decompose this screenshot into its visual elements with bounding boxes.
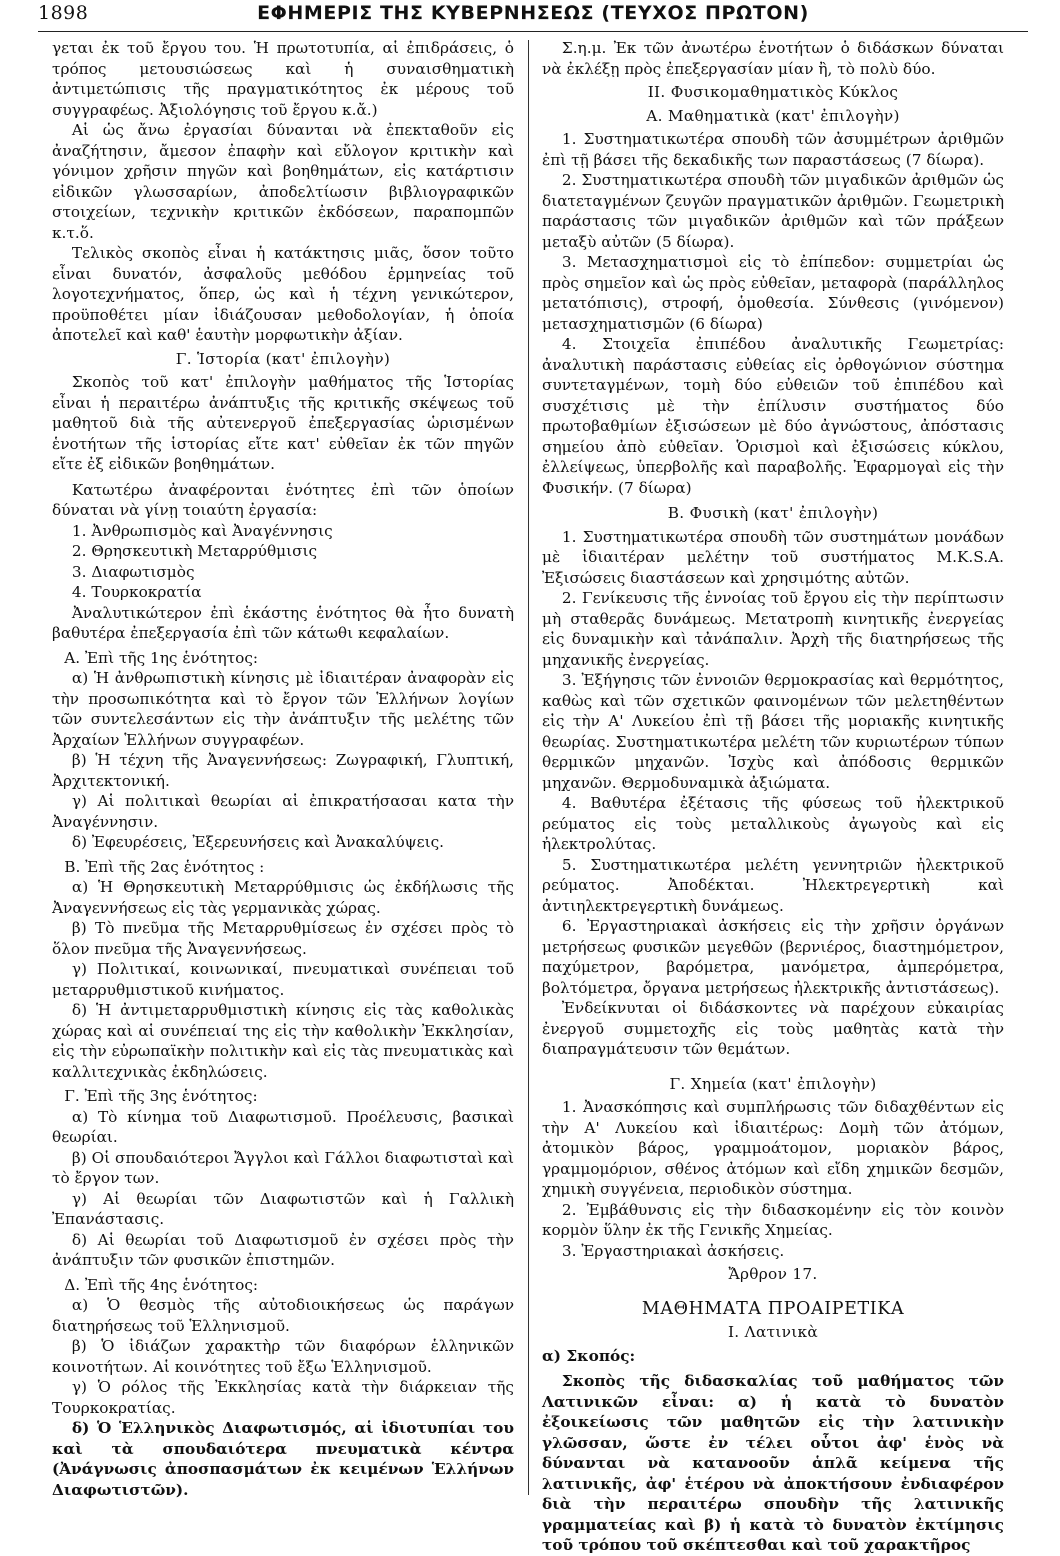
unit-heading: Α. Ἐπὶ τῆς 1ης ἑνότητος: (64, 648, 259, 667)
paragraph: Ἐνδείκνυται οἱ διδάσκοντες νὰ παρέχουν εὐκαιρίας ἐνεργοῦ συμμετοχῆς εἰς τοὺς μαθητὰς κατὰ τὴν διαπραγμάτευσιν τῶν θεμάτων. (542, 999, 1004, 1058)
list-item: δ) Ὁ Ἑλληνικὸς Διαφωτισμός, αἱ ἰδιοτυπίαι του καὶ τὰ σπουδαιότερα πνευματικὰ κέντρα (Ἀνάγνωσις ἀποσπασμάτων ἐκ κειμένων Ἑλλήνων Διαφωτιστῶν). (52, 1419, 514, 1499)
paragraph: Αἱ ὡς ἄνω ἐργασίαι δύνανται νὰ ἐπεκταθοῦν εἰς ἀναζήτησιν, ἄμεσον ἐπαφὴν καὶ εὔλογον κριτικὴν καὶ γόνιμον χρῆσιν πηγῶν καὶ βοηθημάτων, εἰς κατάρτισιν εἰδικῶν γλωσσαρίων, ἀποδελτίωσιν βιβλιογραφικῶν στοιχείων, τεχνικὴν κριτικῶν ἐκδόσεων, παραπομπῶν κ.τ.ὅ. (52, 121, 514, 242)
list-item: 2. Ἐμβάθυνσις εἰς τὴν διδασκομένην εἰς τὸν κοινὸν κορμὸν ὕλην ἐκ τῆς Γενικῆς Χημείας. (542, 1200, 1004, 1239)
column-divider (528, 40, 529, 1495)
list-item: 3. Ἐργαστηριακαὶ ἀσκήσεις. (561, 1241, 785, 1260)
list-item: 2. Θρησκευτικὴ Μεταρρύθμισις (71, 542, 318, 560)
unit-heading: Γ. Ἐπὶ τῆς 3ης ἑνότητος: (64, 1087, 258, 1105)
list-item: δ) Αἱ θεωρίαι τοῦ Διαφωτισμοῦ ἐν σχέσει πρὸς τὴν ἀνάπτυξιν τῶν φυσικῶν ἐπιστημῶν. (52, 1230, 514, 1269)
list-item: α) Ὁ θεσμὸς τῆς αὐτοδιοικήσεως ὡς παράγων διατηρήσεως τοῦ Ἑλληνισμοῦ. (52, 1296, 514, 1335)
list-item: δ) Ἡ ἀντιμεταρρυθμιστικὴ κίνησις εἰς τὰς καθολικὰς χώρας καὶ αἱ συνέπειαί της εἰς τὴν καθολικὴν Ἐκκλησίαν, εἰς τὴν εὐρωπαϊκὴν πολιτικὴν καὶ εἰς τὰς πνευματικὰς καὶ καλλιτεχνικὰς ἐκδηλώσεις. (52, 1001, 514, 1081)
list-item: α) Ἡ ἀνθρωπιστικὴ κίνησις μὲ ἰδιαιτέραν ἀναφορὰν εἰς τὴν προσωπικότητα καὶ τὸ ἔργον τῶν Ἑλλήνων λογίων τῶν συντελεσάντων εἰς τὴν ἀνάπτυξιν τῆς μελέτης τῶν Ἀρχαίων Ἑλλήνων συγγραφέων. (52, 669, 514, 749)
section-heading-history: Γ. Ἱστορία (κατ' ἐπιλογὴν) (175, 349, 391, 368)
list-item: γ) Ὁ ρόλος τῆς Ἐκκλησίας κατὰ τὴν διάρκειαν τῆς Τουρκοκρατίας. (52, 1378, 514, 1417)
page-header (38, 0, 1028, 30)
page-number: 1898 (38, 2, 89, 24)
section-heading-chemistry: Γ. Χημεία (κατ' ἐπιλογὴν) (669, 1074, 877, 1093)
list-item: 1. Συστηματικωτέρα σπουδὴ τῶν ἀσυμμέτρων ἀριθμῶν ἐπὶ τῇ βάσει τῆς δεκαδικῆς των παραστάσεως (7 δίωρα). (542, 130, 1004, 169)
unit-heading: Δ. Ἐπὶ τῆς 4ης ἑνότητος: (64, 1275, 259, 1294)
unit-heading: Β. Ἐπὶ τῆς 2ας ἑνότητος : (64, 857, 265, 876)
list-item: 2. Συστηματικωτέρα σπουδὴ τῶν μιγαδικῶν ἀριθμῶν ὡς διατεταγμένων ζευγῶν πραγματικῶν ἀριθμῶν. Γεωμετρικὴ παράστασις τῶν μιγαδικῶν ἀριθμῶν καὶ τῶν πράξεων μεταξὺ αὐτῶν (5 δίωρα). (542, 171, 1004, 251)
section-heading-math: Α. Μαθηματικὰ (κατ' ἐπιλογὴν) (646, 106, 900, 125)
list-item: β) Ἡ τέχνη τῆς Ἀναγεννήσεως: Ζωγραφική, Γλυπτική, Ἀρχιτεκτονική. (52, 751, 514, 790)
list-item: 2. Γενίκευσις τῆς ἐννοίας τοῦ ἔργου εἰς τὴν περίπτωσιν μὴ σταθερᾶς δυνάμεως. Μετατροπὴ κινητικῆς ἐνεργείας εἰς δυναμικὴν καὶ τἀνάπαλιν. Ἀρχὴ τῆς διατηρήσεως τῆς μηχανικῆς ἐνεργείας. (542, 589, 1004, 669)
list-item: 1. Ἀνασκόπησις καὶ συμπλήρωσις τῶν διδαχθέντων εἰς τὴν Α' Λυκείου καὶ ἰδιαιτέρως: Δομὴ τῶν ἀτόμων, ἀτομικὸν βάρος, γραμμοάτομον, μοριακὸν βάρος, γραμμομόριον, σθένος ἀτόμων καὶ εἴδη χημικῶν δεσμῶν, χημικὴ συγγένεια, περιοδικὸν σύστημα. (542, 1098, 1004, 1198)
list-item: 4. Στοιχεῖα ἐπιπέδου ἀναλυτικῆς Γεωμετρίας: ἀναλυτικὴ παράστασις εὐθείας εἰς ὀρθογώνιον σύστημα συντεταγμένων, τομὴ δύο εὐθειῶν τοῦ ἐπιπέδου καὶ συσχέτισις μὲ τὴν ἐπίλυσιν συστήματος δύο πρωτοβαθμίων ἐξισώσεων μὲ δύο ἀγνώστους, ἀπόστασις σημείου ἀπὸ εὐθεῖαν. Ὁρισμοὶ καὶ ἐξισώσεις κύκλου, ἐλλείψεως, ὑπερβολῆς καὶ παραβολῆς. Ἐφαρμογαὶ εἰς τὴν Φυσικήν. (7 δίωρα) (542, 335, 1004, 497)
section-heading-latin: Ι. Λατινικὰ (727, 1323, 819, 1341)
list-item: γ) Αἱ θεωρίαι τῶν Διαφωτιστῶν καὶ ἡ Γαλλικὴ Ἐπανάστασις. (52, 1189, 514, 1228)
list-item: 1. Συστηματικωτέρα σπουδὴ τῶν συστημάτων μονάδων μὲ ἰδιαιτέραν μελέτην τοῦ συστήματος M.K.S.A. Ἐξισώσεις διαστάσεων καὶ χρησιμότης αὐτῶν. (542, 527, 1004, 587)
list-item: 6. Ἐργαστηριακαὶ ἀσκήσεις εἰς τὴν χρῆσιν ὀργάνων μετρήσεως φυσικῶν μεγεθῶν (βερνιέρος, διαστημόμετρον, παχύμετρον, βαρόμετρα, μανόμετρα, ἀμπερόμετρα, βολτόμετρα, ὄργανα μετρήσεως ἠλεκτρικῆς ἀντιστάσεως). (542, 917, 1004, 997)
list-item: 4. Τουρκοκρατία (71, 583, 202, 601)
list-item: β) Τὸ πνεῦμα τῆς Μεταρρυθμίσεως ἐν σχέσει πρὸς τὸ ὅλον πνεῦμα τῆς Ἀναγεννήσεως. (52, 919, 514, 958)
list-item: γ) Αἱ πολιτικαὶ θεωρίαι αἱ ἐπικρατήσασαι κατα τὴν Ἀναγέννησιν. (52, 792, 514, 831)
list-item: 3. Διαφωτισμὸς (71, 562, 195, 581)
list-item: δ) Ἐφευρέσεις, Ἐξερευνήσεις καὶ Ἀνακαλύψεις. (71, 833, 445, 851)
section-heading-physics: Β. Φυσικὴ (κατ' ἐπιλογὴν) (667, 504, 879, 522)
running-title: ΕΦΗΜΕΡΙΣ ΤΗΣ ΚΥΒΕΡΝΗΣΕΩΣ (ΤΕΥΧΟΣ ΠΡΩΤΟΝ) (257, 2, 809, 24)
optional-courses-heading: ΜΑΘΗΜΑΤΑ ΠΡΟΑΙΡΕΤΙΚΑ (641, 1298, 905, 1319)
right-column (542, 38, 1004, 1556)
list-item: β) Ὁ ἰδιάζων χαρακτὴρ τῶν διαφόρων ἑλληνικῶν κοινοτήτων. Αἱ κοινότητες τοῦ ἔξω Ἑλληνισμοῦ. (52, 1337, 514, 1376)
list-item: α) Τὸ κίνημα τοῦ Διαφωτισμοῦ. Προέλευσις, βασικαὶ θεωρίαι. (52, 1107, 514, 1146)
note-paragraph: Σ.η.μ. Ἐκ τῶν ἀνωτέρω ἑνοτήτων ὁ διδάσκων δύναται νὰ ἐκλέξῃ πρὸς ἐπεξεργασίαν μίαν ἢ, τὸ πολὺ δύο. (542, 39, 1004, 78)
list-item: 3. Ἐξήγησις τῶν ἐννοιῶν θερμοκρασίας καὶ θερμότητος, καθὼς καὶ τῶν σχετικῶν φαινομένων τῶν μελετηθέντων εἰς τὴν Α' Λυκείου ἐπὶ τῇ βάσει τῆς μοριακῆς κινητικῆς θεωρίας. Συστηματικωτέρα μελέτη τῶν κυριωτέρων τύπων θερμικῶν μηχανῶν. Ἰσχὺς καὶ ἀπόδοσις θερμικῶν μηχανῶν. Θερμοδυναμικὰ ἀξιώματα. (542, 671, 1004, 792)
paragraph: Κατωτέρω ἀναφέρονται ἑνότητες ἐπὶ τῶν ὁποίων δύναται νὰ γίνῃ τοιαύτη ἐργασία: (52, 480, 514, 519)
paragraph: γεται ἐκ τοῦ ἔργου του. Ἡ πρωτοτυπία, αἱ ἐπιδράσεις, ὁ τρόπος μετουσιώσεως καὶ ἡ συναισθηματικὴ ἀντιμετώπισις τῆς πραγματικότητος ἐκ μέρους τοῦ συγγραφέως. Ἀξιολόγησις τοῦ ἔργου κ.ἄ.) (52, 39, 514, 119)
paragraph: Ἀναλυτικώτερον ἐπὶ ἑκάστης ἑνότητος θὰ ἦτο δυνατὴ βαθυτέρα ἐπεξεργασία ἐπὶ τῶν κάτωθι κεφαλαίων. (52, 603, 514, 642)
list-item: 1. Ἀνθρωπισμὸς καὶ Ἀναγέννησις (71, 521, 333, 540)
list-item: α) Ἡ Θρησκευτικὴ Μεταρρύθμισις ὡς ἐκδήλωσις τῆς Ἀναγεννήσεως εἰς τὰς γερμανικὰς χώρας. (52, 878, 514, 917)
list-item: 3. Μετασχηματισμοὶ εἰς τὸ ἐπίπεδον: συμμετρίαι ὡς πρὸς σημεῖον καὶ ὡς πρὸς εὐθεῖαν, μεταφορὰ (παράλληλος μετατόπισις), στροφή, ὁμοθεσία. Σύνθεσις (γινόμενον) μετασχηματισμῶν (6 δίωρα) (542, 253, 1004, 333)
list-item: 5. Συστηματικωτέρα μελέτη γεννητριῶν ἠλεκτρικοῦ ρεύματος. Ἀποδέκται. Ἠλεκτρεγερτικὴ καὶ ἀντιηλεκτρεγερτικὴ δυνάμεως. (542, 855, 1004, 915)
left-column (52, 38, 514, 1500)
article-heading: Ἄρθρον 17. (728, 1265, 818, 1283)
aim-label: α) Σκοπός: (542, 1346, 636, 1365)
list-item: γ) Πολιτικαί, κοινωνικαί, πνευματικαὶ συνέπειαι τοῦ μεταρρυθμιστικοῦ κινήματος. (52, 960, 514, 999)
paragraph: Σκοπὸς τῆς διδασκαλίας τοῦ μαθήματος τῶν Λατινικῶν εἶναι: α) ἡ κατὰ τὸ δυνατὸν ἐξοικείωσις τῶν μαθητῶν εἰς τὴν λατινικὴν γλῶσσαν, ὥστε ἐν τέλει οὗτοι ἀφ' ἑνὸς νὰ δύνανται νὰ κατανοοῦν ἁπλᾶ κείμενα τῆς λατινικῆς, ἀφ' ἑτέρου νὰ ἀποκτήσουν ἐνδιαφέρον διὰ τὴν περαιτέρω σπουδὴν τῆς λατινικῆς γραμματείας καὶ β) ἡ κατὰ τὸ δυνατὸν ἐκτίμησις τοῦ τρόπου τοῦ σκέπτεσθαι καὶ τοῦ χαρακτῆρος (542, 1372, 1004, 1554)
list-item: 4. Βαθυτέρα ἐξέτασις τῆς φύσεως τοῦ ἠλεκτρικοῦ ρεύματος εἰς τοὺς μεταλλικοὺς ἀγωγοὺς καὶ εἰς ἠλεκτρολύτας. (542, 794, 1004, 853)
list-item: β) Οἱ σπουδαιότεροι Ἄγγλοι καὶ Γάλλοι διαφωτισταὶ καὶ τὸ ἔργον των. (52, 1148, 514, 1187)
paragraph: Σκοπὸς τοῦ κατ' ἐπιλογὴν μαθήματος τῆς Ἱστορίας εἶναι ἡ περαιτέρω ἀνάπτυξις τῆς κριτικῆς σκέψεως τοῦ μαθητοῦ διὰ τῆς αὐτενεργοῦ ἐπεξεργασίας ὡρισμένων ἑνοτήτων τῆς ἱστορίας εἴτε κατ' εὐθεῖαν ἐκ τῶν πηγῶν εἴτε ἐξ εἰδικῶν βοηθημάτων. (52, 373, 514, 473)
cycle-heading: ΙΙ. Φυσικομαθηματικὸς Κύκλος (647, 83, 899, 101)
paragraph: Τελικὸς σκοπὸς εἶναι ἡ κατάκτησις μιᾶς, ὅσον τοῦτο εἶναι δυνατόν, ἀσφαλοῦς μεθόδου ἑρμηνείας τοῦ λογοτεχνήματος, ὅπερ, ὡς καὶ ἡ τέχνη γενικώτερον, προϋποθέτει μίαν ἰδιάζουσαν μεθοδολογίαν, ἡ ὁποία ἀποτελεῖ καὶ καθ' ἑαυτὴν μορφωτικὴν ἀξίαν. (52, 244, 514, 344)
header-rule (38, 31, 1028, 32)
